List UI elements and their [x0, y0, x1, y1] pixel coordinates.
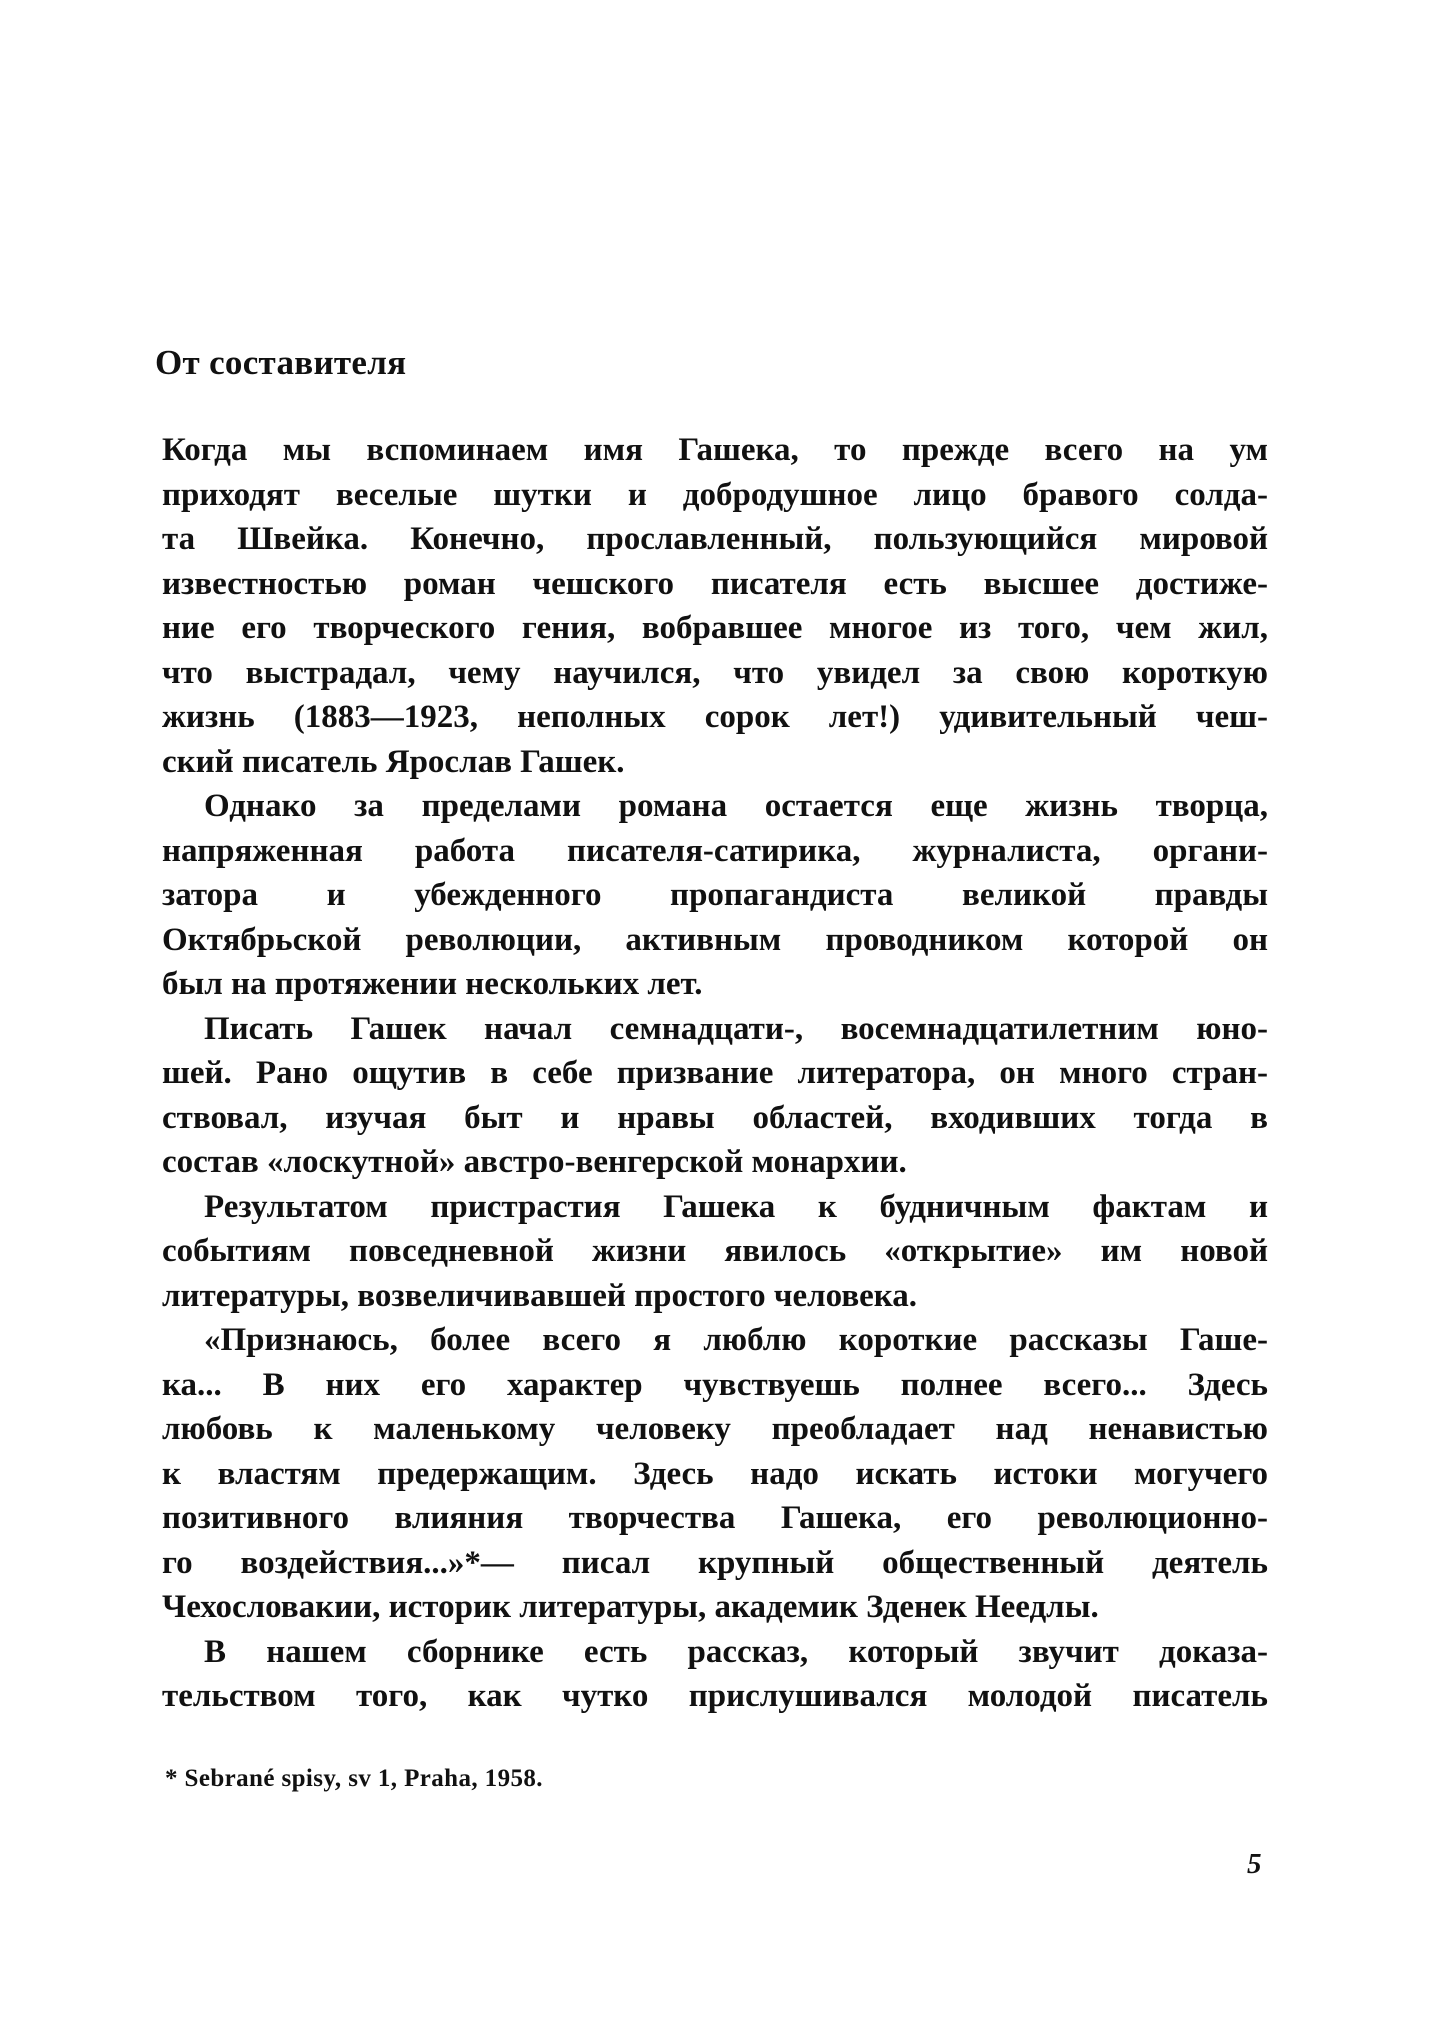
text-line: что выстрадал, чему научился, что увидел за свою короткую [162, 654, 1268, 691]
text-line: ствовал, изучая быт и нравы областей, входивших тогда в [162, 1099, 1268, 1136]
text-line: тельством того, как чутко прислушивался молодой писатель [162, 1678, 1268, 1714]
text-line: ние его творческого гения, вобравшее многое из того, чем жил, [162, 610, 1268, 646]
text-line: «Признаюсь, более всего я люблю короткие рассказы Гаше- [204, 1322, 1268, 1358]
page-number: 5 [1247, 1848, 1262, 1880]
text-line: Когда мы вспоминаем имя Гашека, то прежде всего на ум [162, 432, 1268, 468]
text-line: ка... В них его характер чувствуешь полнее всего... Здесь [162, 1366, 1268, 1403]
text-line: та Швейка. Конечно, прославленный, пользующийся мировой [162, 521, 1268, 557]
text-line: шей. Рано ощутив в себе призвание литератора, он много стран- [162, 1055, 1268, 1091]
text-line: Октябрьской революции, активным проводником которой он [162, 921, 1268, 958]
text-line: В нашем сборнике есть рассказ, который звучит доказа- [204, 1633, 1268, 1670]
text-line: к властям предержащим. Здесь надо искать истоки могучего [162, 1455, 1268, 1492]
text-line: жизнь (1883—1923, неполных сорок лет!) удивительный чеш- [162, 699, 1268, 735]
text-line: событиям повседневной жизни явилось «открытие» им новой [162, 1233, 1268, 1269]
text-line: состав «лоскутной» австро-венгерской монархии. [162, 1144, 907, 1180]
section-heading: От составителя [155, 343, 407, 382]
text-line: литературы, возвеличивавшей простого человека. [162, 1277, 918, 1314]
text-line: был на протяжении нескольких лет. [162, 966, 703, 1002]
text-line: затора и убежденного пропагандиста великой правды [162, 877, 1268, 913]
text-line: позитивного влияния творчества Гашека, его революционно- [162, 1500, 1268, 1536]
text-line: напряженная работа писателя-сатирика, журналиста, органи- [162, 832, 1268, 869]
text-line: Однако за пределами романа остается еще жизнь творца, [204, 788, 1268, 824]
footnote: * Sebrané spisy, sv 1, Praha, 1958. [165, 1765, 543, 1792]
text-line: Чехословакии, историк литературы, академик Зденек Неедлы. [162, 1589, 1099, 1625]
text-line: приходят веселые шутки и добродушное лицо бравого солда- [162, 476, 1268, 513]
text-line: Писать Гашек начал семнадцати-, восемнадцатилетним юно- [204, 1010, 1268, 1047]
text-line: ский писатель Ярослав Гашек. [162, 743, 625, 780]
text-line: го воздействия...»*— писал крупный общественный деятель [162, 1544, 1268, 1581]
text-line: известностью роман чешского писателя есть высшее достиже- [162, 565, 1268, 602]
text-line: любовь к маленькому человеку преобладает над ненавистью [162, 1411, 1268, 1447]
body-text [162, 428, 1268, 1719]
text-line: Результатом пристрастия Гашека к будничным фактам и [204, 1188, 1268, 1225]
